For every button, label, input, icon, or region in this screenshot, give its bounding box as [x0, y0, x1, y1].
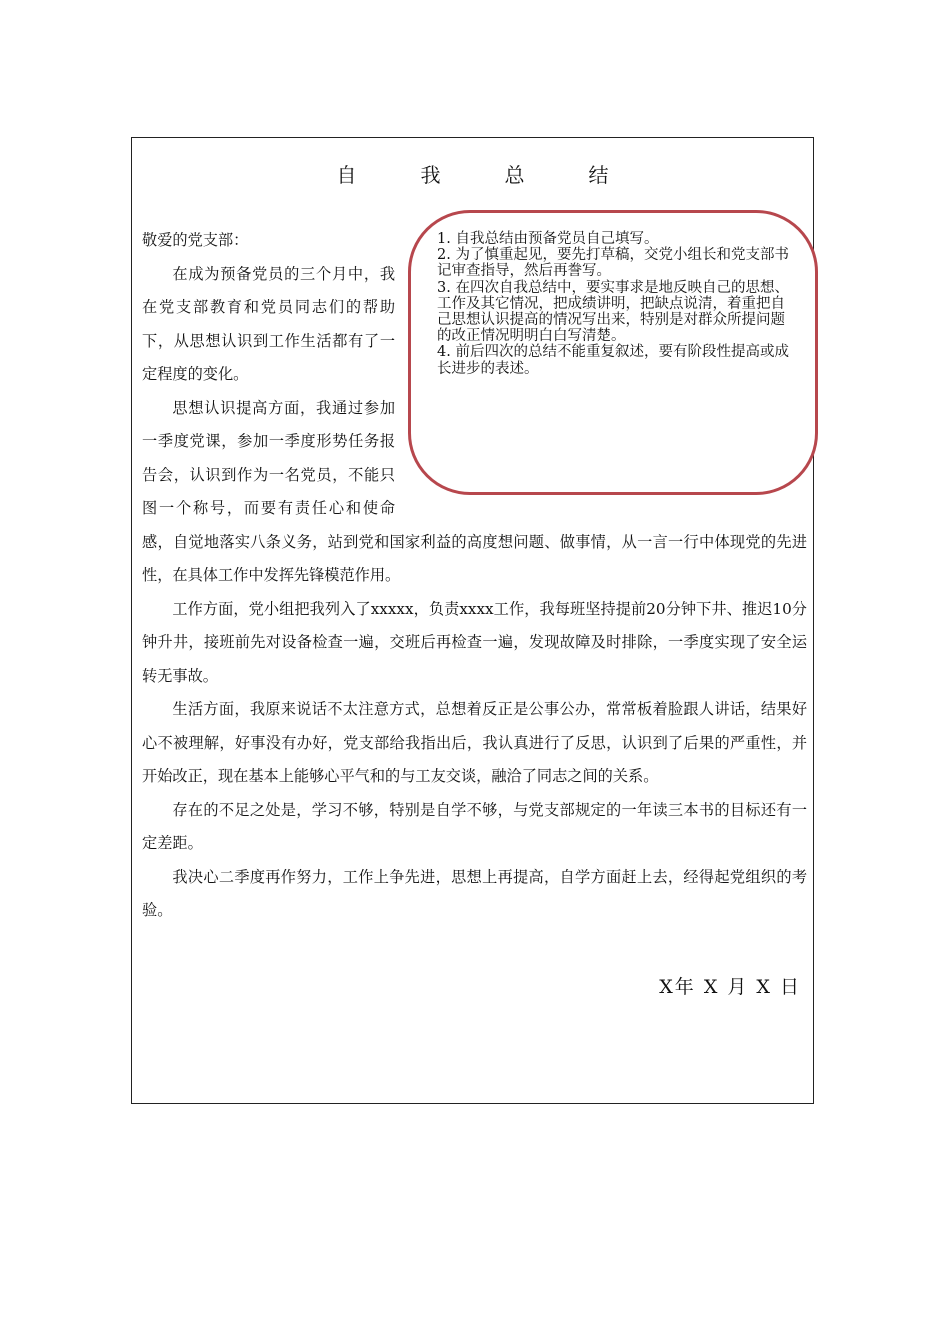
summary-form-frame: [131, 137, 814, 1104]
salutation: 敬爱的党支部：: [142, 231, 249, 249]
paragraph-intro: 在成为预备党员的三个月中，我在党支部教育和党员同志们的帮助下，从思想认识到工作生活都有了一定程度的变化。: [142, 264, 395, 383]
instruction-item-4: 4. 前后四次的总结不能重复叙述，要有阶段性提高或成长进步的表述。: [437, 344, 789, 377]
summary-body: [142, 224, 807, 928]
signature-date: X年 X 月 X 日: [659, 976, 801, 998]
instruction-item-2: 2. 为了慎重起见，要先打草稿，交党小组长和党支部书记审查指导，然后再誊写。: [437, 247, 789, 280]
paragraph-life: 生活方面，我原来说话不太注意方式，总想着反正是公事公办，常常板着脸跟人讲话，结果好心不被理解，好事没有办好，党支部给我指出后，我认真进行了反思，认识到了后果的严重性，并开始改正，现在基本上能够心平气和的与工友交谈，融洽了同志之间的关系。: [142, 700, 807, 785]
instruction-item-1: 1. 自我总结由预备党员自己填写。: [437, 231, 659, 247]
instruction-item-3: 3. 在四次自我总结中，要实事求是地反映自己的思想、工作及其它情况，把成绩讲明，把缺点说清，着重把自己思想认识提高的情况写出来，特别是对群众所提问题的改正情况明明白白写清楚。: [437, 279, 789, 345]
paragraph-thinking: 思想认识提高方面，我通过参加一季度党课，参加一季度形势任务报告会，认识到作为一名党员，不能只图一个称号，而要有责任心和使命感，自觉地落实八条义务，站到党和国家利益的高度想问题、做事情，从一言一行中体现党的先进性，在具体工作中发挥先锋模范作用。: [142, 398, 807, 584]
page-title: 自我总结: [336, 163, 673, 187]
paragraph-shortcomings: 存在的不足之处是，学习不够，特别是自学不够，与党支部规定的一年读三本书的目标还有一定差距。: [142, 800, 807, 852]
paragraph-resolution: 我决心二季度再作努力，工作上争先进，思想上再提高，自学方面赶上去，经得起党组织的考验。: [142, 867, 807, 919]
paragraph-work: 工作方面，党小组把我列入了xxxxx，负责xxxx工作，我每班坚持提前20分钟下井、推迟10分钟升井，接班前先对设备检查一遍，交班后再检查一遍，发现故障及时排除，一季度实现了安全运转无事故。: [142, 599, 807, 685]
